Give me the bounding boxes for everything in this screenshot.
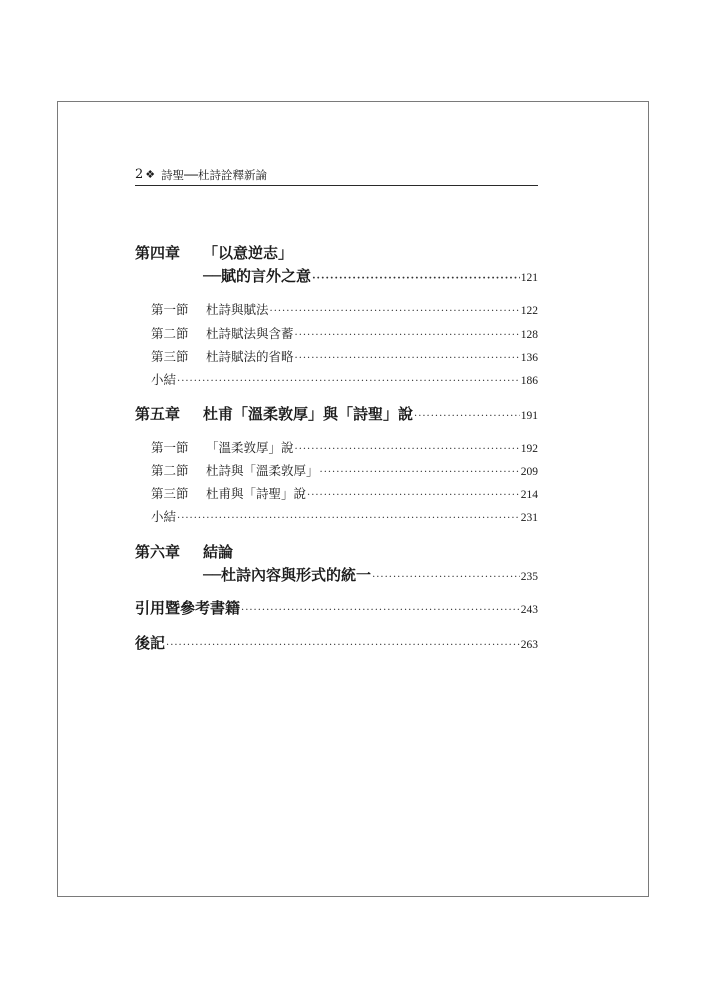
leader-dots xyxy=(295,330,520,341)
chapter-number: 第五章 xyxy=(135,405,181,423)
references-title: 引用暨參考書籍 xyxy=(135,599,241,617)
page-ref: 121 xyxy=(520,272,538,284)
page-ref: 192 xyxy=(520,443,538,455)
page-ref: 186 xyxy=(520,375,538,387)
toc-section xyxy=(135,324,538,342)
running-head xyxy=(135,166,538,186)
page-ref: 231 xyxy=(520,512,538,524)
toc-section xyxy=(135,438,538,456)
leader-dots xyxy=(270,306,520,317)
page-ref: 209 xyxy=(520,466,538,478)
chapter-subtitle: ──賦的言外之意 xyxy=(203,267,312,285)
leader-dots xyxy=(414,411,520,422)
section-number: 第三節 xyxy=(151,349,189,364)
chapter-number: 第六章 xyxy=(135,543,181,561)
page-ref: 235 xyxy=(520,571,538,583)
leader-dots xyxy=(295,353,520,364)
section-title: 杜詩賦法的省略 xyxy=(206,349,294,364)
ornament-icon: ❖ xyxy=(145,168,156,181)
book-title: 詩聖──杜詩詮釋新論 xyxy=(161,168,268,182)
section-title: 杜甫與「詩聖」說 xyxy=(206,486,307,501)
leader-dots xyxy=(166,640,520,651)
toc-section xyxy=(135,300,538,318)
section-title: 杜詩與「溫柔敦厚」 xyxy=(206,463,319,478)
leader-dots xyxy=(177,513,520,524)
leader-dots xyxy=(372,572,520,583)
afterword-title: 後記 xyxy=(135,634,166,652)
section-number: 第一節 xyxy=(151,440,189,455)
toc-chapter-6-subtitle xyxy=(135,564,538,585)
chapter-title: 杜甫「溫柔敦厚」與「詩聖」說 xyxy=(203,405,414,423)
toc-afterword xyxy=(135,632,538,653)
page-ref: 243 xyxy=(520,604,538,616)
leader-dots xyxy=(295,444,520,455)
toc-section xyxy=(135,484,538,502)
page-ref: 128 xyxy=(520,329,538,341)
page-number: 2 xyxy=(135,167,144,182)
chapter-title: 「以意逆志」 xyxy=(203,244,294,262)
summary-title: 小結 xyxy=(151,509,177,524)
summary-title: 小結 xyxy=(151,372,177,387)
chapter-title: 結論 xyxy=(203,543,234,561)
leader-dots xyxy=(177,376,520,387)
toc-section xyxy=(135,347,538,365)
section-title: 杜詩賦法與含蓄 xyxy=(206,326,294,341)
toc-chapter-4-subtitle xyxy=(135,265,538,286)
toc-chapter-5 xyxy=(135,403,538,424)
page-ref: 263 xyxy=(520,639,538,651)
section-title: 杜詩與賦法 xyxy=(206,302,269,317)
chapter-number: 第四章 xyxy=(135,244,181,262)
toc-summary xyxy=(135,507,538,525)
page-ref: 214 xyxy=(520,489,538,501)
page-ref: 191 xyxy=(520,410,538,422)
leader-dots xyxy=(307,490,520,501)
leader-dots xyxy=(320,467,520,478)
leader-dots xyxy=(312,273,520,284)
section-number: 第二節 xyxy=(151,463,189,478)
leader-dots xyxy=(241,605,520,616)
toc-chapter-6 xyxy=(135,541,538,562)
chapter-subtitle: ──杜詩內容與形式的統一 xyxy=(203,566,372,584)
page-ref: 136 xyxy=(520,352,538,364)
toc-summary xyxy=(135,370,538,388)
page-ref: 122 xyxy=(520,305,538,317)
section-number: 第二節 xyxy=(151,326,189,341)
toc-references xyxy=(135,597,538,618)
section-title: 「溫柔敦厚」說 xyxy=(206,440,294,455)
toc-section xyxy=(135,461,538,479)
section-number: 第一節 xyxy=(151,302,189,317)
toc-chapter-4 xyxy=(135,242,538,263)
section-number: 第三節 xyxy=(151,486,189,501)
